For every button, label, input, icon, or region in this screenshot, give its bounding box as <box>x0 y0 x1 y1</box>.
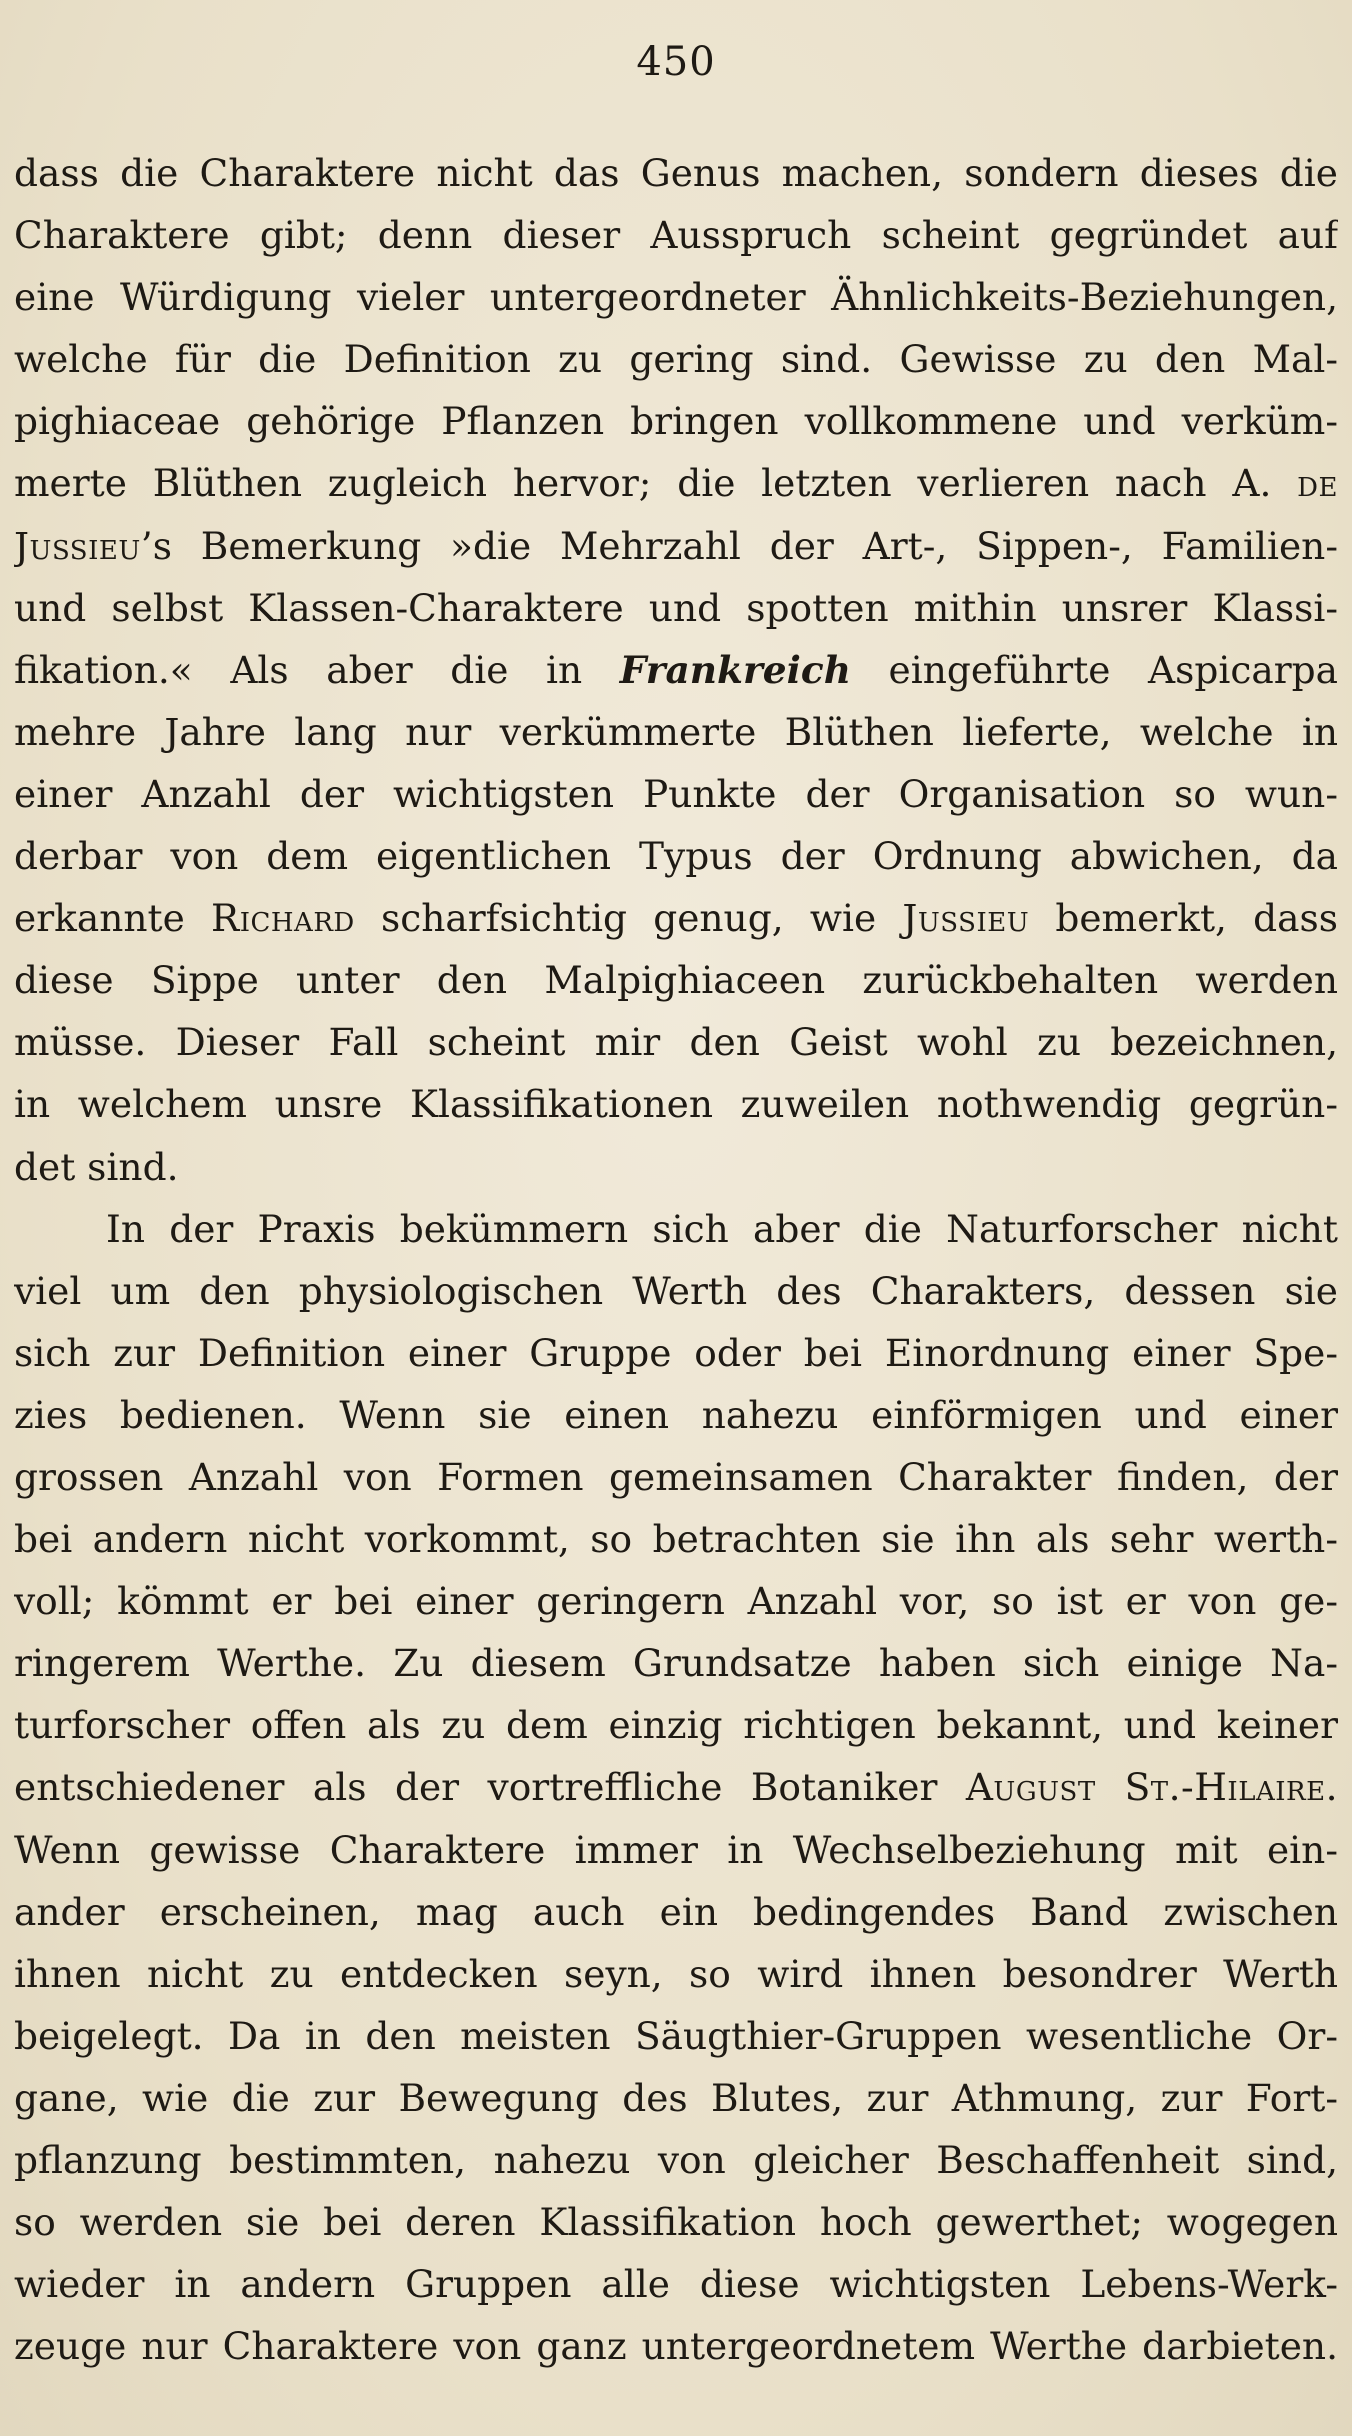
text-segment: erkannte <box>14 896 211 941</box>
text-line <box>14 2129 1338 2191</box>
text-line <box>14 1819 1338 1881</box>
text-segment: sich zur Definition einer Gruppe oder bei Einordnung einer Spe- <box>14 1330 1338 1375</box>
emphasis-text: Frankreich <box>619 647 851 692</box>
text-segment: grossen Anzahl von Formen gemeinsamen Charakter finden, der <box>14 1454 1338 1499</box>
text-segment: dass die Charaktere nicht das Genus machen, sondern dieses die <box>14 151 1338 195</box>
small-caps-name: Richard <box>210 896 355 941</box>
text-line <box>14 701 1338 763</box>
text-line <box>14 2191 1338 2253</box>
text-segment: scharfsichtig genug, wie <box>354 896 903 941</box>
text-line <box>14 452 1338 514</box>
text-line <box>14 1881 1338 1943</box>
text-segment: voll; kömmt er bei einer geringern Anzahl vor, so ist er von ge- <box>14 1579 1338 1624</box>
text-line <box>14 266 1338 328</box>
text-segment: entschiedener als der vortreffliche Botaniker <box>14 1765 966 1810</box>
text-line <box>14 2067 1338 2129</box>
paragraph <box>14 142 1338 1198</box>
text-segment: eingeführte Aspicarpa <box>850 647 1338 692</box>
text-segment: so werden sie bei deren Klassifikation hoch gewerthet; wogegen <box>14 2200 1338 2245</box>
text-segment: ihnen nicht zu entdecken seyn, so wird ihnen besondrer Werth <box>14 1951 1338 1996</box>
text-segment: bemerkt, dass <box>1029 896 1338 941</box>
text-line <box>14 390 1338 452</box>
text-line <box>14 577 1338 639</box>
text-segment: In der Praxis bekümmern sich aber die Naturforscher nicht <box>106 1206 1338 1251</box>
text-segment: welche für die Definition zu gering sind. Gewisse zu den Mal- <box>14 337 1338 382</box>
text-segment: zies bedienen. Wenn sie einen nahezu einförmigen und einer <box>14 1392 1338 1437</box>
text-line <box>14 1446 1338 1508</box>
text-segment: in welchem unsre Klassifikationen zuweilen nothwendig gegrün- <box>14 1082 1338 1127</box>
text-segment: fikation.« Als aber die in <box>14 647 620 692</box>
text-segment: merte Blüthen zugleich hervor; die letzten verlieren nach A. <box>14 461 1298 506</box>
text-line <box>14 2315 1338 2377</box>
text-line <box>14 1198 1338 1260</box>
text-line <box>14 1384 1338 1446</box>
page-number: 450 <box>636 39 716 85</box>
body-text <box>14 142 1338 2377</box>
text-line <box>14 328 1338 390</box>
text-segment: ander erscheinen, mag auch ein bedingendes Band zwischen <box>14 1889 1338 1934</box>
text-line <box>14 639 1338 701</box>
text-line <box>14 515 1338 577</box>
text-segment: pighiaceae gehörige Pflanzen bringen vollkommene und verküm- <box>14 399 1338 444</box>
text-segment: turforscher offen als zu dem einzig richtigen bekannt, und keiner <box>14 1703 1338 1748</box>
text-line <box>14 142 1338 204</box>
text-segment: und selbst Klassen-Charaktere und spotten mithin unsrer Klassi- <box>14 585 1338 630</box>
text-segment: wieder in andern Gruppen alle diese wichtigsten Lebens-Werk- <box>14 2262 1338 2307</box>
text-line <box>14 949 1338 1011</box>
text-line <box>14 825 1338 887</box>
text-line <box>14 204 1338 266</box>
text-segment: einer Anzahl der wichtigsten Punkte der Organisation so wun- <box>14 771 1338 816</box>
text-line <box>14 2005 1338 2067</box>
text-segment: viel um den physiologischen Werth des Charakters, dessen sie <box>14 1268 1338 1313</box>
text-line <box>14 1943 1338 2005</box>
text-segment: ’s Bemerkung »die Mehrzahl der Art-, Sippen-, Familien- <box>140 523 1338 568</box>
text-segment: mehre Jahre lang nur verkümmerte Blüthen lieferte, welche in <box>14 709 1338 754</box>
text-segment: derbar von dem eigentlichen Typus der Ordnung abwichen, da <box>14 834 1338 879</box>
text-segment: diese Sippe unter den Malpighiaceen zurückbehalten werden <box>14 958 1338 1003</box>
text-line <box>14 1570 1338 1632</box>
text-segment: eine Würdigung vieler untergeordneter Ähnlichkeits-Beziehungen, <box>14 275 1338 320</box>
text-segment: det sind. <box>14 1144 179 1189</box>
text-line <box>14 1632 1338 1694</box>
text-segment: beigelegt. Da in den meisten Säugthier-Gruppen wesentliche Or- <box>14 2013 1338 2058</box>
text-segment: pflanzung bestimmten, nahezu von gleicher Beschaffenheit sind, <box>14 2138 1338 2182</box>
text-line <box>14 763 1338 825</box>
paragraph <box>14 1198 1338 2378</box>
text-line <box>14 1073 1338 1135</box>
text-line <box>14 887 1338 949</box>
text-segment: gane, wie die zur Bewegung des Blutes, zur Athmung, zur Fort- <box>14 2075 1338 2120</box>
text-segment: Wenn gewisse Charaktere immer in Wechselbeziehung mit ein- <box>14 1827 1338 1872</box>
small-caps-name: August St.-Hilaire. <box>965 1765 1338 1810</box>
text-line <box>14 1508 1338 1570</box>
text-segment: Charaktere gibt; denn dieser Ausspruch scheint gegründet auf <box>14 213 1338 258</box>
text-segment: müsse. Dieser Fall scheint mir den Geist wohl zu bezeichnen, <box>14 1020 1338 1065</box>
text-segment: zeuge nur Charaktere von ganz untergeordnetem Werthe darbieten. <box>14 2324 1338 2369</box>
text-segment: ringerem Werthe. Zu diesem Grundsatze haben sich einige Na- <box>14 1641 1338 1686</box>
text-line <box>14 1260 1338 1322</box>
text-segment: bei andern nicht vorkommt, so betrachten sie ihn als sehr werth- <box>14 1517 1338 1562</box>
text-line <box>14 1136 1338 1198</box>
text-line <box>14 2253 1338 2315</box>
text-line <box>14 1011 1338 1073</box>
small-caps-name: Jussieu <box>902 896 1030 941</box>
small-caps-name: de <box>1297 461 1338 506</box>
text-line <box>14 1322 1338 1384</box>
text-line <box>14 1756 1338 1818</box>
text-line <box>14 1694 1338 1756</box>
small-caps-name: Jussieu <box>14 523 141 568</box>
